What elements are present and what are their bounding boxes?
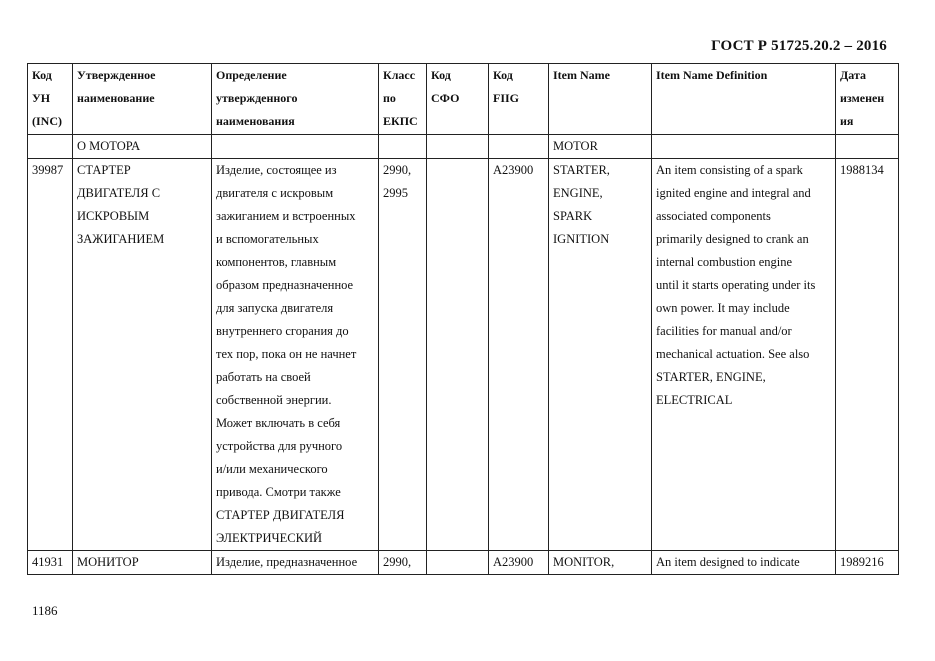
cell-change-date: [836, 135, 899, 159]
cell-line: An item consisting of a spark: [656, 163, 803, 177]
cell-line: ИСКРОВЫМ: [77, 209, 150, 223]
cell-item-name-definition: [652, 551, 836, 575]
table-row: [28, 135, 899, 159]
cell-line: СТАРТЕР: [77, 163, 131, 177]
cell-inc: [28, 159, 73, 551]
header-inc: Код УН (INC): [28, 64, 73, 135]
cell-line: ДВИГАТЕЛЯ С: [77, 186, 161, 200]
standard-designation: ГОСТ Р 51725.20.2 – 2016: [711, 38, 887, 54]
cell-line: образом предназначенное: [216, 278, 354, 292]
cell-line: An item designed to indicate: [656, 555, 800, 569]
cell-line: IGNITION: [553, 232, 610, 246]
cell-line: ЭЛЕКТРИЧЕСКИЙ: [216, 531, 323, 545]
cell-line: привода. Смотри также: [216, 485, 341, 499]
cell-definition-ru: [212, 551, 379, 575]
cell-line: MOTOR: [553, 139, 598, 153]
cell-line: ENGINE,: [553, 186, 603, 200]
cell-line: A23900: [493, 163, 534, 177]
cell-line: работать на своей: [216, 370, 311, 384]
cell-line: 39987: [32, 163, 64, 177]
cell-line: ignited engine and integral and: [656, 186, 811, 200]
cell-line: 2990,: [383, 555, 412, 569]
cell-change-date: [836, 159, 899, 551]
cell-line: mechanical actuation. See also: [656, 347, 810, 361]
cell-change-date: [836, 551, 899, 575]
cell-line: для запуска двигателя: [216, 301, 334, 315]
cell-line: тех пор, пока он не начнет: [216, 347, 357, 361]
cell-line: Изделие, предназначенное: [216, 555, 358, 569]
cell-item-name-definition: [652, 135, 836, 159]
header-row: [28, 64, 899, 135]
header-item-name: Item Name: [549, 64, 652, 135]
cell-fiig: [489, 159, 549, 551]
cell-sfo: [427, 159, 489, 551]
cell-item-name: [549, 551, 652, 575]
cell-line: A23900: [493, 555, 534, 569]
table-row: [28, 159, 899, 551]
cell-sfo: [427, 135, 489, 159]
cell-line: primarily designed to crank an: [656, 232, 809, 246]
cell-line: ELECTRICAL: [656, 393, 733, 407]
cell-line: Может включать в себя: [216, 416, 341, 430]
cell-line: и вспомогательных: [216, 232, 319, 246]
header-item-name-definition: Item Name Definition: [652, 64, 836, 135]
cell-line: 1988134: [840, 163, 884, 177]
cell-line: 2990,: [383, 163, 412, 177]
cell-line: STARTER,: [553, 163, 610, 177]
cell-class: [379, 159, 427, 551]
header-class: Класс по ЕКПС: [379, 64, 427, 135]
cell-line: собственной энергии.: [216, 393, 332, 407]
header-change-date: Дата изменен ия: [836, 64, 899, 135]
cell-approved-name: [73, 159, 212, 551]
cell-line: 41931: [32, 555, 64, 569]
classifier-table: [27, 63, 899, 575]
header-definition-ru: Определение утвержденного наименования: [212, 64, 379, 135]
cell-line: STARTER, ENGINE,: [656, 370, 766, 384]
cell-line: зажиганием и встроенных: [216, 209, 356, 223]
header-sfo: Код СФО: [427, 64, 489, 135]
cell-approved-name: [73, 135, 212, 159]
cell-line: own power. It may include: [656, 301, 790, 315]
cell-fiig: [489, 551, 549, 575]
cell-line: и/или механического: [216, 462, 328, 476]
cell-line: internal combustion engine: [656, 255, 793, 269]
cell-line: внутреннего сгорания до: [216, 324, 349, 338]
cell-approved-name: [73, 551, 212, 575]
cell-inc: [28, 551, 73, 575]
cell-line: МОНИТОР: [77, 555, 139, 569]
header-fiig: Код FIIG: [489, 64, 549, 135]
cell-sfo: [427, 551, 489, 575]
cell-item-name-definition: [652, 159, 836, 551]
cell-line: associated components: [656, 209, 771, 223]
header-approved-name: Утвержденное наименование: [73, 64, 212, 135]
cell-line: 2995: [383, 186, 408, 200]
cell-line: О МОТОРА: [77, 139, 141, 153]
page-number: 1186: [32, 603, 58, 618]
cell-inc: [28, 135, 73, 159]
cell-line: Изделие, состоящее из: [216, 163, 337, 177]
cell-line: until it starts operating under its: [656, 278, 816, 292]
cell-line: 1989216: [840, 555, 884, 569]
cell-line: СТАРТЕР ДВИГАТЕЛЯ: [216, 508, 345, 522]
cell-definition-ru: [212, 135, 379, 159]
cell-line: SPARK: [553, 209, 593, 223]
cell-line: двигателя с искровым: [216, 186, 334, 200]
cell-line: устройства для ручного: [216, 439, 343, 453]
table-row: [28, 551, 899, 575]
cell-fiig: [489, 135, 549, 159]
cell-line: facilities for manual and/or: [656, 324, 792, 338]
cell-line: MONITOR,: [553, 555, 615, 569]
cell-line: компонентов, главным: [216, 255, 337, 269]
cell-definition-ru: [212, 159, 379, 551]
cell-item-name: [549, 159, 652, 551]
cell-line: ЗАЖИГАНИЕМ: [77, 232, 165, 246]
cell-class: [379, 551, 427, 575]
cell-item-name: [549, 135, 652, 159]
cell-class: [379, 135, 427, 159]
